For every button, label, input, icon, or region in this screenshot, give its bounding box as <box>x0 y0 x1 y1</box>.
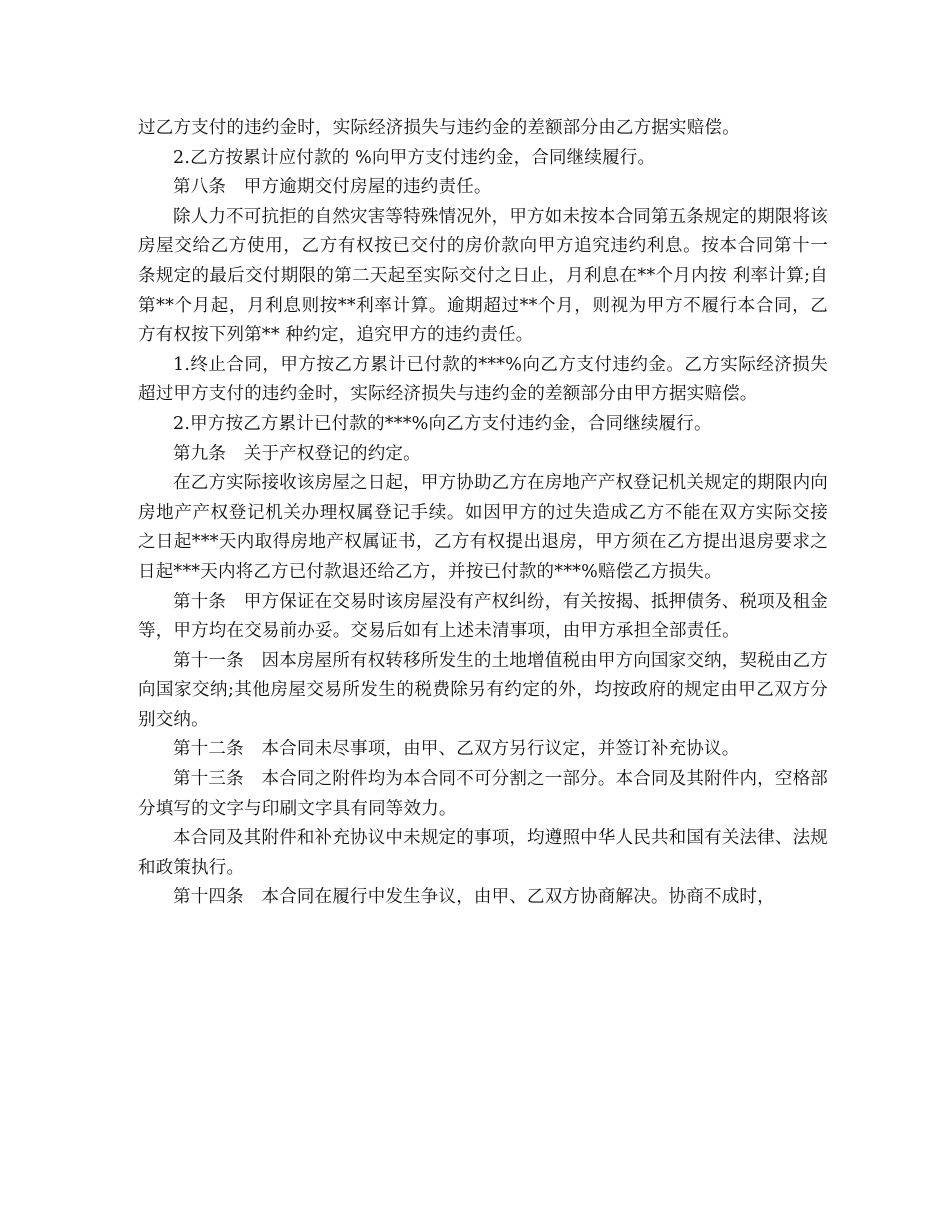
article-14: 第十四条 本合同在履行中发生争议，由甲、乙双方协商解决。协商不成时， <box>173 887 775 908</box>
article-11: 第十一条 因本房屋所有权转移所发生的土地增值税由甲方向国家交纳，契税由乙方向国家交纳;其他房屋交易所发生的税费除另有约定的外，均按政府的规定由甲乙双方分别交纳。 <box>138 650 828 730</box>
document-body <box>138 114 828 913</box>
paragraph: 1.终止合同，甲方按乙方累计已付款的***%向乙方支付违约金。乙方实际经济损失超过甲方支付的违约金时，实际经济损失与违约金的差额部分由甲方据实赔偿。 <box>138 354 828 405</box>
article-13: 第十三条 本合同之附件均为本合同不可分割之一部分。本合同及其附件内，空格部分填写的文字与印刷文字具有同等效力。 <box>138 769 828 819</box>
article-10: 第十条 甲方保证在交易时该房屋没有产权纠纷，有关按揭、抵押债务、税项及租金等，甲方均在交易前办妥。交易后如有上述未清事项，由甲方承担全部责任。 <box>138 591 828 642</box>
paragraph: 2.乙方按累计应付款的 %向甲方支付违约金，合同继续履行。 <box>173 147 656 168</box>
paragraph: 在乙方实际接收该房屋之日起，甲方协助乙方在房地产产权登记机关规定的期限内向房地产产权登记机关办理权属登记手续。如因甲方的过失造成乙方不能在双方实际交接之日起***天内取得房地产权属证书，乙方有权提出退房，甲方须在乙方提出退房要求之日起***天内将乙方已付款退还给乙方，并按已付款的***%赔偿乙方损失。 <box>138 473 828 582</box>
article-heading-8: 第八条 甲方逾期交付房屋的违约责任。 <box>173 177 492 198</box>
article-heading-9: 第九条 关于产权登记的约定。 <box>173 443 421 464</box>
paragraph: 除人力不可抗拒的自然灾害等特殊情况外，甲方如未按本合同第五条规定的期限将该房屋交给乙方使用，乙方有权按已交付的房价款向甲方追究违约利息。按本合同第十一条规定的最后交付期限的第二天起至实际交付之日止，月利息在**个月内按 利率计算;自第**个月起，月利息则按**利率计算。逾期超过**个月，则视为甲方不履行本合同，乙方有权按下列第** 种约定，追究甲方的违约责任。 <box>138 206 828 346</box>
article-12: 第十二条 本合同未尽事项，由甲、乙双方另行议定，并签订补充协议。 <box>173 739 740 760</box>
paragraph: 过乙方支付的违约金时，实际经济损失与违约金的差额部分由乙方据实赔偿。 <box>138 118 740 138</box>
paragraph: 2.甲方按乙方累计已付款的***%向乙方支付违约金，合同继续履行。 <box>173 413 712 434</box>
paragraph: 本合同及其附件和补充协议中未规定的事项，均遵照中华人民共和国有关法律、法规和政策执行。 <box>138 828 828 878</box>
